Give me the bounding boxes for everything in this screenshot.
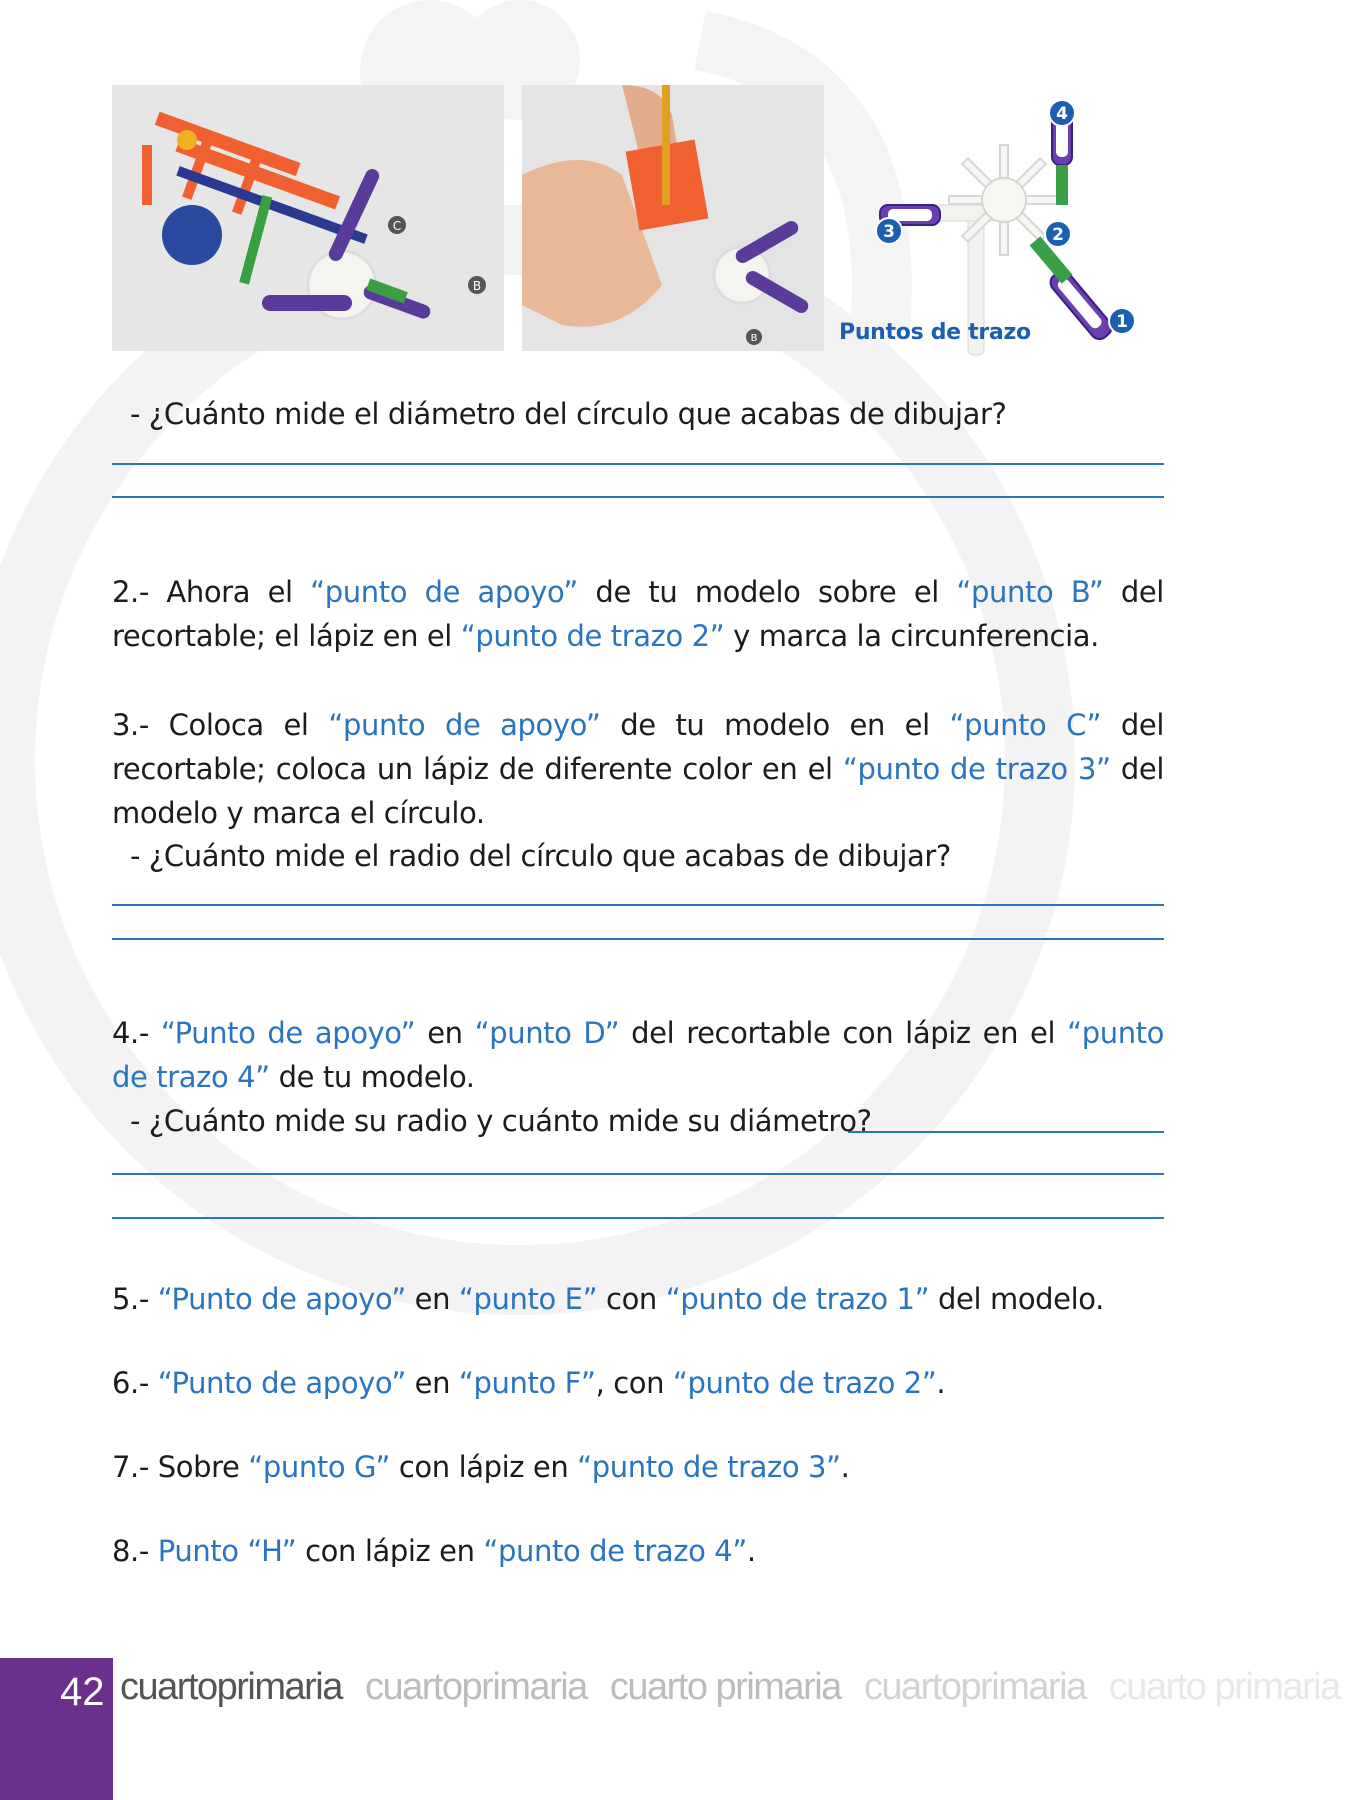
answer-line[interactable] [112, 1217, 1164, 1219]
highlight-term: “punto de trazo 1” [665, 1282, 930, 1316]
step-4-paragraph [112, 1011, 1164, 1099]
step-3-text: de tu modelo en el [600, 708, 950, 742]
highlight-term: “punto de trazo 2” [672, 1366, 937, 1400]
step-2-text: y marca la circunferencia. [724, 619, 1099, 653]
step-5-text: con [597, 1282, 666, 1316]
point-2-label: 2 [1052, 225, 1064, 245]
step-4-text: en [415, 1016, 475, 1050]
highlight-term: “punto de apoyo” [328, 708, 601, 742]
point-3-label: 3 [883, 222, 895, 242]
highlight-term: “punto de trazo 3” [842, 752, 1111, 786]
step-2-text: 2.- Ahora el [112, 575, 311, 609]
answer-line[interactable] [848, 1131, 1164, 1133]
step-7-text: . [840, 1450, 850, 1484]
step-8-paragraph [112, 1529, 1164, 1573]
highlight-term: “punto B” [956, 575, 1104, 609]
highlight-term: “punto de trazo 4” [483, 1534, 747, 1568]
step-2-text: del recortable; el lápiz en el [112, 575, 1164, 653]
highlight-term: “punto G” [248, 1450, 391, 1484]
footer-title: cuartoprimaria [863, 1666, 1086, 1708]
marker-b-label: B [472, 279, 482, 293]
answer-line[interactable] [112, 463, 1164, 465]
step-4-text: del recortable con lápiz en el [619, 1016, 1068, 1050]
model-photo-1 [112, 85, 504, 351]
step-7-paragraph [112, 1445, 1164, 1489]
step-3-text: 3.- Coloca el [112, 708, 329, 742]
step-8-text: con lápiz en [296, 1534, 484, 1568]
step-3-paragraph [112, 703, 1164, 835]
footer-title: cuartoprimaria [364, 1666, 587, 1708]
highlight-term: “punto E” [458, 1282, 598, 1316]
step-8-text: . [746, 1534, 756, 1568]
question-radius-diameter: - ¿Cuánto mide su radio y cuánto mide su diámetro? [130, 1104, 872, 1138]
question-diameter: - ¿Cuánto mide el diámetro del círculo que acabas de dibujar? [130, 397, 1007, 431]
highlight-term: “punto de trazo 3” [577, 1450, 841, 1484]
highlight-term: “punto C” [949, 708, 1102, 742]
tracing-points-diagram [860, 95, 1160, 357]
answer-line[interactable] [112, 938, 1164, 940]
highlight-term: “punto de trazo 2” [460, 619, 725, 653]
highlight-term: “punto de apoyo” [310, 575, 578, 609]
step-5-text: del modelo. [929, 1282, 1104, 1316]
step-6-text: 6.- [112, 1366, 158, 1400]
step-5-text: en [405, 1282, 459, 1316]
answer-line[interactable] [112, 904, 1164, 906]
marker-c-label: C [392, 219, 402, 233]
footer-title: cuartoprimaria [120, 1666, 342, 1708]
step-3-text: del modelo y marca el círculo. [112, 752, 1164, 830]
step-6-text: , con [595, 1366, 673, 1400]
step-2-text: de tu modelo sobre el [577, 575, 957, 609]
highlight-term: “Punto de apoyo” [157, 1366, 406, 1400]
step-6-text: . [936, 1366, 946, 1400]
step-4-text: 4.- [112, 1016, 161, 1050]
highlight-term: “punto de trazo 4” [112, 1016, 1164, 1094]
model-photo-2 [522, 85, 824, 351]
answer-line[interactable] [112, 496, 1164, 498]
highlight-term: “punto D” [474, 1016, 620, 1050]
page-number: 42 [60, 1670, 105, 1714]
step-5-paragraph [112, 1277, 1164, 1321]
step-6-text: en [405, 1366, 459, 1400]
point-4-label: 4 [1056, 104, 1068, 124]
step-4-text: de tu modelo. [269, 1060, 475, 1094]
step-8-text: 8.- [112, 1534, 158, 1568]
point-1-label: 1 [1116, 312, 1128, 332]
answer-line[interactable] [112, 1173, 1164, 1175]
highlight-term: Punto “H” [157, 1534, 297, 1568]
question-radius: - ¿Cuánto mide el radio del círculo que acabas de dibujar? [130, 839, 951, 873]
step-2-paragraph [112, 570, 1164, 658]
step-7-text: 7.- Sobre [112, 1450, 249, 1484]
step-7-text: con lápiz en [390, 1450, 578, 1484]
footer-title: cuarto primaria [609, 1666, 841, 1708]
highlight-term: “punto F” [458, 1366, 596, 1400]
step-5-text: 5.- [112, 1282, 158, 1316]
marker-b-photo2-label: B [750, 333, 758, 344]
step-6-paragraph [112, 1361, 1164, 1405]
step-3-text: del recortable; coloca un lápiz de diferente color en el [112, 708, 1164, 786]
footer-title: cuarto primaria [1108, 1666, 1340, 1708]
highlight-term: “Punto de apoyo” [160, 1016, 416, 1050]
highlight-term: “Punto de apoyo” [157, 1282, 406, 1316]
diagram-caption: Puntos de trazo [839, 320, 1031, 345]
footer-running-title [120, 1666, 1340, 1709]
